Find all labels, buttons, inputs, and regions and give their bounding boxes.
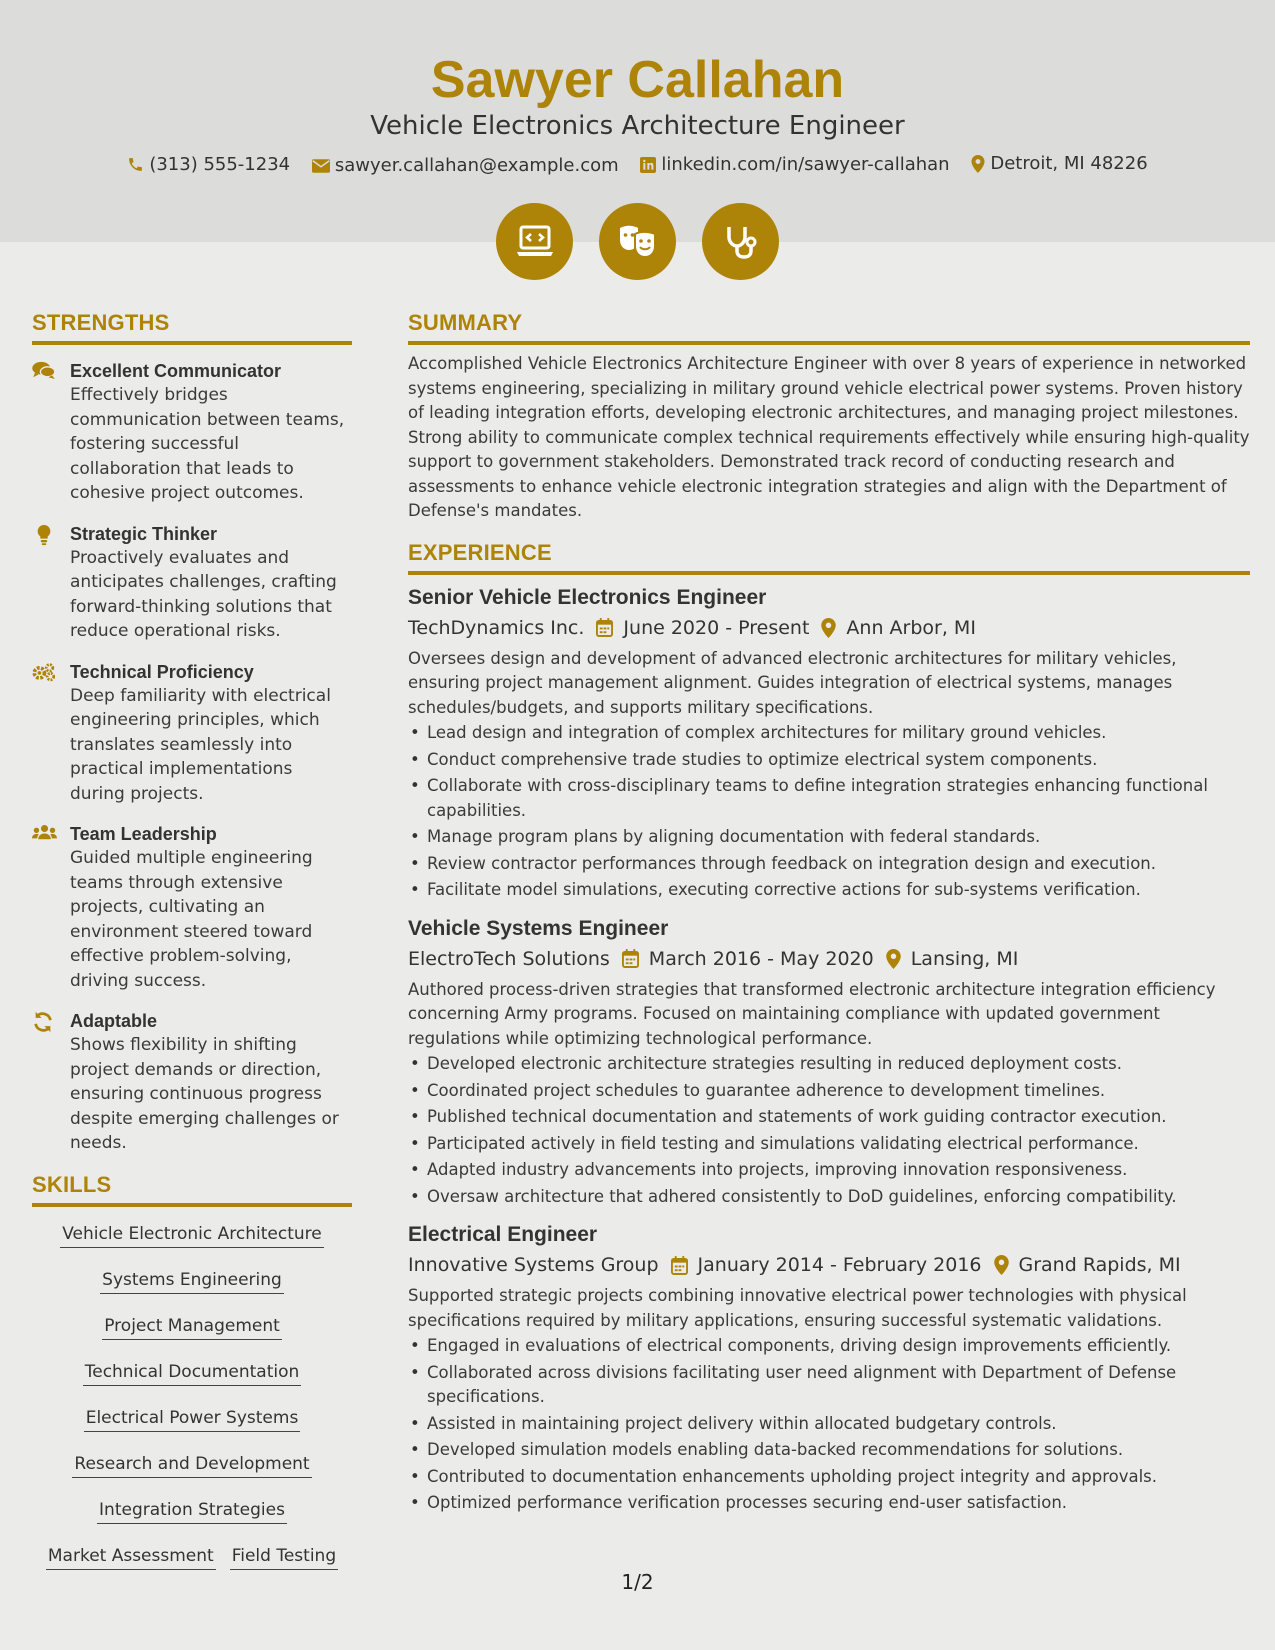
bullet-item: • Coordinated project schedules to guarantee adherence to development timelines. (408, 1079, 1250, 1104)
job-dates: March 2016 - May 2020 (648, 947, 874, 970)
strength-title: Technical Proficiency (70, 661, 254, 682)
skill-tag: Electrical Power Systems (84, 1407, 301, 1432)
location-text: Detroit, MI 48226 (990, 153, 1148, 174)
bullet-item: • Conduct comprehensive trade studies to optimize electrical system components. (408, 748, 1250, 773)
bullet-item: • Oversaw architecture that adhered consistently to DoD guidelines, enforcing compatibility. (408, 1185, 1250, 1210)
job-title: Electrical Engineer (408, 1223, 598, 1246)
calendar-icon (596, 618, 613, 637)
map-marker-icon (994, 1255, 1009, 1275)
skill-tag: Research and Development (72, 1453, 311, 1478)
strength-item (32, 1009, 352, 1156)
skill-tag: Market Assessment (46, 1545, 216, 1570)
job-location: Ann Arbor, MI (846, 616, 976, 639)
map-marker-icon (821, 618, 836, 638)
bullet-item: • Developed electronic architecture strategies resulting in reduced deployment costs. (408, 1052, 1250, 1077)
job-entry (408, 584, 1250, 903)
job-entry (408, 915, 1250, 1210)
comments-icon (32, 361, 56, 379)
skills-heading: SKILLS (32, 1172, 352, 1207)
job-bullets (408, 721, 1250, 903)
strength-desc: Shows flexibility in shifting project demands or direction, ensuring continuous progress despite emerging challenges or needs. (70, 1035, 339, 1153)
lightbulb-icon (32, 524, 56, 546)
strength-desc: Effectively bridges communication between teams, fostering successful collaboration that leads to cohesive project outcomes. (70, 385, 345, 503)
phone-text: (313) 555-1234 (149, 153, 291, 175)
contact-location (971, 152, 1147, 176)
job-description: Authored process-driven strategies that transformed electronic architecture integration efficiency concerning Army programs. Focused on maintaining compliance with updated government regulations while optimizing technological performance. (408, 979, 1216, 1048)
summary-text: Accomplished Vehicle Electronics Architecture Engineer with over 8 years of experience in networked systems engineering, specializing in military ground vehicle electrical power systems. Proven history of leading integration efforts, developing electronic architectures, and managing project milestones. Strong ability to communicate complex technical requirements effectively while ensuring high-quality support to government stakeholders. Demonstrated track record of conducting research and assessments to enhance vehicle electronic integration strategies and align with the Department of Defense's mandates. (408, 354, 1250, 520)
bullet-item: • Engaged in evaluations of electrical components, driving design improvements efficiently. (408, 1334, 1250, 1359)
map-marker-icon (971, 155, 985, 173)
job-location: Grand Rapids, MI (1018, 1254, 1181, 1276)
page-number: 1/2 (621, 1570, 654, 1594)
bullet-item: • Manage program plans by aligning documentation with federal standards. (408, 825, 1250, 850)
strength-title: Strategic Thinker (70, 523, 218, 544)
skills-list (32, 1223, 352, 1591)
contact-phone (127, 153, 290, 177)
job-company: Innovative Systems Group (408, 1254, 659, 1276)
strengths-heading: STRENGTHS (32, 310, 352, 345)
job-description: Supported strategic projects combining innovative electrical power technologies with physical specifications required by military applications, ensuring successful systematic validations. (408, 1286, 1187, 1330)
bullet-item: • Lead design and integration of complex architectures for military ground vehicles. (408, 721, 1250, 746)
bullet-item: • Contributed to documentation enhancements upholding project integrity and approvals. (408, 1465, 1250, 1490)
bullet-item: • Developed simulation models enabling data-backed recommendations for solutions. (408, 1438, 1250, 1463)
email-text[interactable]: sawyer.callahan@example.com (334, 155, 619, 176)
theater-masks-icon (599, 203, 676, 280)
right-column (408, 310, 1250, 1518)
skill-tag: Vehicle Electronic Architecture (60, 1223, 323, 1248)
bullet-item: • Collaborated across divisions facilitating user need alignment with Department of Defense specifications. (408, 1361, 1250, 1410)
cogs-icon (32, 662, 56, 682)
bullet-item: • Assisted in maintaining project delivery within allocated budgetary controls. (408, 1412, 1250, 1437)
linkedin-icon (640, 157, 656, 173)
strengths-list (32, 359, 352, 1156)
bullet-item: • Adapted industry advancements into projects, improving innovation responsiveness. (408, 1158, 1250, 1183)
skill-tag: Project Management (102, 1315, 282, 1340)
job-meta (408, 613, 1250, 643)
experience-heading: EXPERIENCE (408, 540, 1250, 575)
strength-title: Team Leadership (70, 824, 217, 844)
summary-heading: SUMMARY (408, 310, 1250, 345)
job-location: Lansing, MI (910, 947, 1019, 970)
left-column (32, 310, 352, 1591)
strength-title: Excellent Communicator (70, 361, 282, 381)
skill-tag: Field Testing (230, 1545, 338, 1570)
calendar-icon (622, 949, 639, 968)
contact-bar (0, 152, 1275, 180)
users-icon (32, 824, 57, 842)
contact-linkedin[interactable] (640, 153, 949, 177)
map-marker-icon (886, 949, 901, 969)
bullet-item: • Optimized performance verification processes securing end-user satisfaction. (408, 1491, 1250, 1516)
phone-icon (127, 156, 144, 173)
skill-tag: Integration Strategies (97, 1499, 287, 1524)
job-description: Oversees design and development of advanced electronic architectures for military vehicles, ensuring project management alignment. Guides integration of electrical systems, manages schedules/budgets, and supports military specifications. (408, 648, 1177, 717)
job-dates: January 2014 - February 2016 (697, 1254, 982, 1276)
linkedin-text[interactable]: linkedin.com/in/sawyer-callahan (661, 154, 950, 175)
envelope-icon (312, 159, 330, 173)
sync-icon (32, 1011, 54, 1033)
job-company: TechDynamics Inc. (408, 616, 585, 639)
calendar-icon (671, 1256, 688, 1275)
candidate-name: Sawyer Callahan (430, 51, 845, 109)
job-entry (408, 1221, 1250, 1516)
skill-tag: Systems Engineering (100, 1269, 284, 1294)
strength-item (32, 660, 352, 807)
job-title-headline: Vehicle Electronics Architecture Engineer (370, 111, 905, 141)
strength-item (32, 522, 352, 644)
stethoscope-icon (702, 203, 779, 280)
strength-title: Adaptable (70, 1011, 158, 1031)
strength-desc: Deep familiarity with electrical engineering principles, which translates seamlessly into practical implementations during projects. (70, 685, 331, 804)
interest-icons (0, 203, 1275, 280)
strength-item (32, 822, 352, 993)
bullet-item: • Collaborate with cross-disciplinary teams to define integration strategies enhancing functional capabilities. (408, 774, 1250, 823)
bullet-item: • Published technical documentation and statements of work guiding contractor execution. (408, 1105, 1250, 1130)
job-dates: June 2020 - Present (623, 616, 810, 639)
strength-item (32, 359, 352, 506)
bullet-item: • Participated actively in field testing and simulations validating electrical performance. (408, 1132, 1250, 1157)
job-meta (408, 1250, 1250, 1280)
laptop-code-icon (496, 203, 573, 280)
strength-desc: Guided multiple engineering teams through extensive projects, cultivating an environment steered toward effective problem-solving, driving success. (70, 848, 313, 991)
job-meta (408, 944, 1250, 974)
contact-email[interactable] (312, 154, 619, 178)
bullet-item: • Facilitate model simulations, executing corrective actions for sub-systems verification. (408, 878, 1250, 903)
job-title: Vehicle Systems Engineer (408, 916, 669, 940)
job-bullets (408, 1052, 1250, 1209)
bullet-item: • Review contractor performances through feedback on integration design and execution. (408, 852, 1250, 877)
skill-tag: Technical Documentation (83, 1361, 302, 1386)
job-company: ElectroTech Solutions (408, 947, 610, 970)
job-bullets (408, 1334, 1250, 1516)
job-title: Senior Vehicle Electronics Engineer (408, 585, 767, 609)
strength-desc: Proactively evaluates and anticipates challenges, crafting forward-thinking solutions that reduce operational risks. (70, 547, 337, 641)
